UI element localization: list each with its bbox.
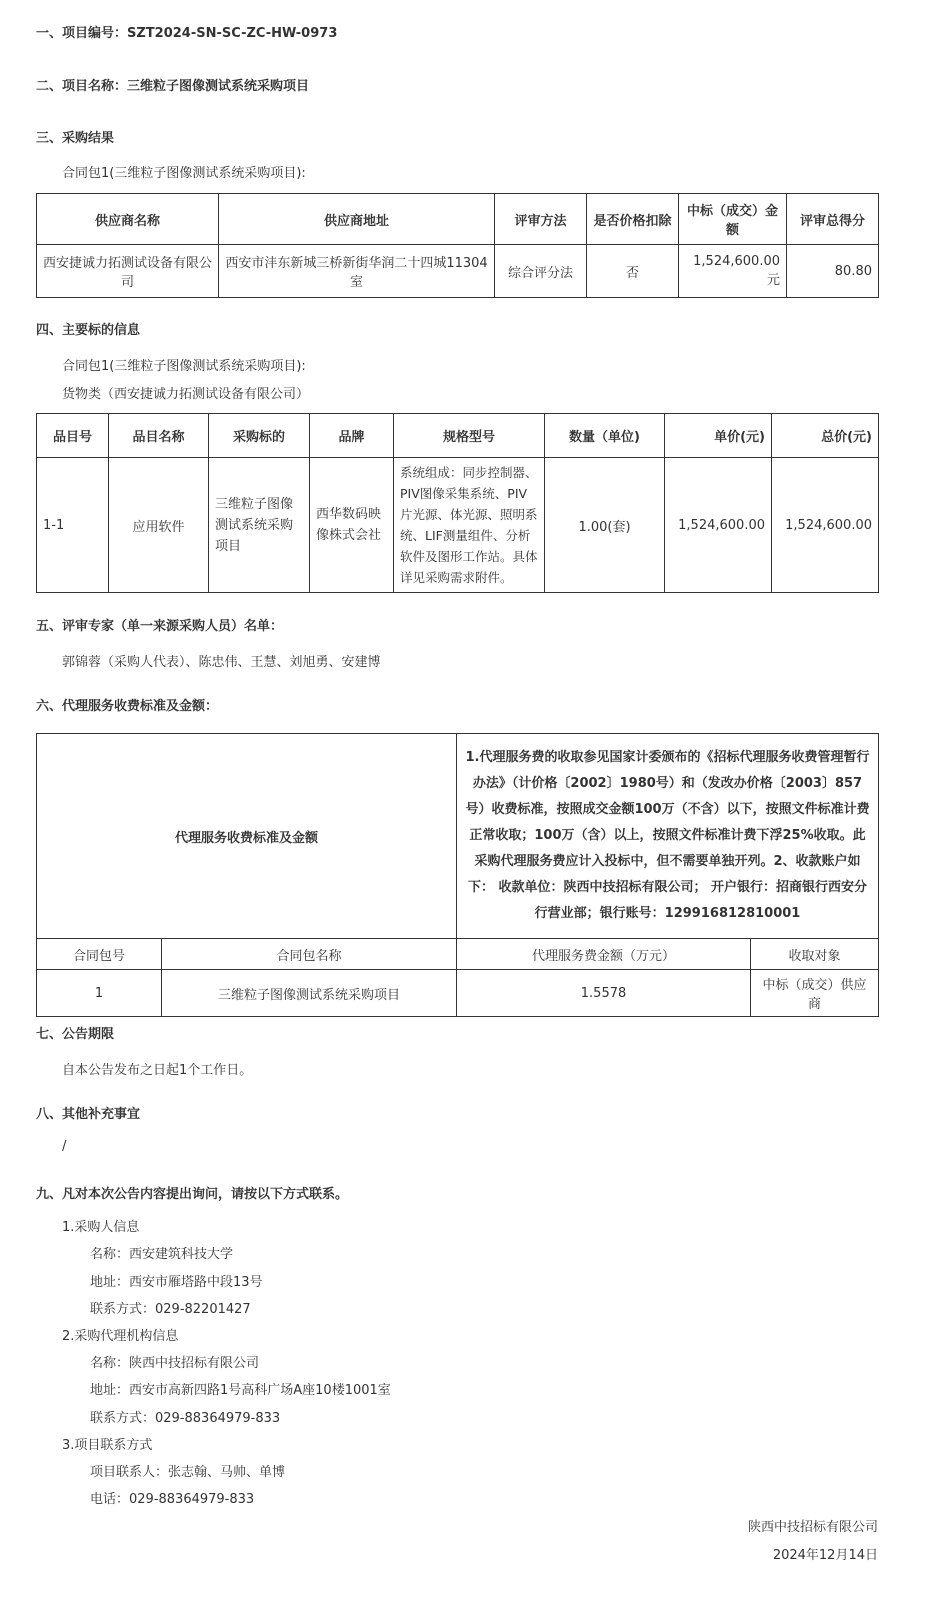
col-winning-amount: 中标（成交）金额 [679, 194, 787, 245]
agency-name: 名称：陕西中技招标有限公司 [90, 1356, 260, 1371]
quantity-cell: 1.00(套) [545, 458, 665, 593]
package-number-cell: 1 [37, 970, 162, 1017]
col-price-deduction: 是否价格扣除 [587, 194, 679, 245]
review-method-cell: 综合评分法 [495, 245, 587, 298]
project-contact-phone: 电话：029-88364979-833 [90, 1492, 255, 1507]
price-deduction-cell: 否 [587, 245, 679, 298]
buyer-info-title: 1.采购人信息 [62, 1220, 140, 1235]
brand-cell: 西华数码映像株式会社 [310, 458, 394, 593]
winning-amount-cell: 1,524,600.00元 [679, 245, 787, 298]
project-name-value: 三维粒子图像测试系统采购项目 [127, 79, 310, 94]
col-package-number: 合同包号 [37, 939, 162, 970]
project-contact-people: 项目联系人：张志翰、马帅、单博 [90, 1465, 286, 1480]
result-package-label: 合同包1(三维粒子图像测试系统采购项目): [62, 166, 306, 181]
project-name-label: 二、项目名称： [36, 79, 128, 94]
fee-standard-label: 代理服务收费标准及金额 [37, 734, 457, 939]
col-charged-party: 收取对象 [751, 939, 879, 970]
other-matters-text: / [62, 1139, 67, 1154]
item-number-cell: 1-1 [37, 458, 109, 593]
project-contact-title: 3.项目联系方式 [62, 1438, 153, 1453]
table-row [37, 970, 879, 1017]
agency-address: 地址：西安市高新四路1号高科广场A座10楼1001室 [90, 1383, 391, 1398]
procurement-result-heading: 三、采购结果 [36, 131, 115, 146]
buyer-address: 地址：西安市雁塔路中段13号 [90, 1275, 263, 1290]
project-name [36, 75, 309, 94]
items-table-header [37, 414, 879, 458]
fee-standard-description: 1.代理服务费的收取参见国家计委颁布的《招标代理服务收费管理暂行办法》（计价格〔2002〕1980号）和（发改办价格〔2003〕857号）收费标准，按照成交金额100万（不含）以下，按照文件标准计费正常收取；100万（含）以上，按照文件标准计费下浮25%收取。此采购代理服务费应计入投标中，但不需要单独开列。2、收款账户如下： 收款单位：陕西中技招标有限公司； 开户银行：招商银行西安分行营业部；银行账号：129916812810001 [457, 734, 879, 939]
procurement-target-cell: 三维粒子图像测试系统采购项目 [209, 458, 310, 593]
col-supplier-address: 供应商地址 [219, 194, 495, 245]
fee-amount-cell: 1.5578 [457, 970, 751, 1017]
col-item-name: 品目名称 [109, 414, 209, 458]
item-name-cell: 应用软件 [109, 458, 209, 593]
col-supplier-name: 供应商名称 [37, 194, 219, 245]
footer-company: 陕西中技招标有限公司 [747, 1520, 878, 1535]
col-item-number: 品目号 [37, 414, 109, 458]
result-table [36, 193, 879, 298]
items-category-label: 货物类（西安捷诚力拓测试设备有限公司） [62, 387, 310, 402]
buyer-name: 名称：西安建筑科技大学 [90, 1247, 234, 1262]
announcement-period-heading: 七、公告期限 [36, 1027, 115, 1042]
agency-fee-table [36, 733, 879, 1017]
col-fee-amount: 代理服务费金额（万元） [457, 939, 751, 970]
col-procurement-target: 采购标的 [209, 414, 310, 458]
contact-heading: 九、凡对本次公告内容提出询问，请按以下方式联系。 [36, 1187, 349, 1202]
result-table-header [37, 194, 879, 245]
experts-list: 郭锦蓉（采购人代表）、陈忠伟、王慧、刘旭勇、安建博 [62, 655, 381, 670]
col-total-score: 评审总得分 [787, 194, 879, 245]
items-package-label: 合同包1(三维粒子图像测试系统采购项目): [62, 359, 306, 374]
agency-fee-heading: 六、代理服务收费标准及金额： [36, 699, 219, 714]
project-number-label: 一、项目编号： [36, 26, 128, 41]
table-row [37, 458, 879, 593]
fee-standard-row [37, 734, 879, 939]
charged-party-cell: 中标（成交）供应商 [751, 970, 879, 1017]
col-package-name: 合同包名称 [162, 939, 457, 970]
other-matters-heading: 八、其他补充事宜 [36, 1107, 141, 1122]
project-number-value: SZT2024-SN-SC-ZC-HW-0973 [127, 26, 338, 41]
experts-heading: 五、评审专家（单一来源采购人员）名单： [36, 619, 284, 634]
footer-date: 2024年12月14日 [772, 1548, 878, 1563]
col-quantity: 数量（单位) [545, 414, 665, 458]
announcement-period-text: 自本公告发布之日起1个工作日。 [62, 1063, 253, 1078]
col-review-method: 评审方法 [495, 194, 587, 245]
agency-contact: 联系方式：029-88364979-833 [90, 1411, 281, 1426]
unit-price-cell: 1,524,600.00 [665, 458, 772, 593]
supplier-address-cell: 西安市沣东新城三桥新街华润二十四城11304室 [219, 245, 495, 298]
total-price-cell: 1,524,600.00 [772, 458, 879, 593]
col-spec-model: 规格型号 [394, 414, 545, 458]
supplier-name-cell: 西安捷诚力拓测试设备有限公司 [37, 245, 219, 298]
col-unit-price: 单价(元) [665, 414, 772, 458]
items-table [36, 413, 879, 593]
col-total-price: 总价(元) [772, 414, 879, 458]
project-number [36, 22, 337, 41]
buyer-contact: 联系方式：029-82201427 [90, 1302, 251, 1317]
col-brand: 品牌 [310, 414, 394, 458]
table-row [37, 245, 879, 298]
spec-model-cell: 系统组成：同步控制器、PIV图像采集系统、PIV片光源、体光源、照明系统、LIF测量组件、分析软件及图形工作站。具体详见采购需求附件。 [394, 458, 545, 593]
main-items-heading: 四、主要标的信息 [36, 323, 141, 338]
fee-table-header [37, 939, 879, 970]
total-score-cell: 80.80 [787, 245, 879, 298]
package-name-cell: 三维粒子图像测试系统采购项目 [162, 970, 457, 1017]
agency-info-title: 2.采购代理机构信息 [62, 1329, 179, 1344]
